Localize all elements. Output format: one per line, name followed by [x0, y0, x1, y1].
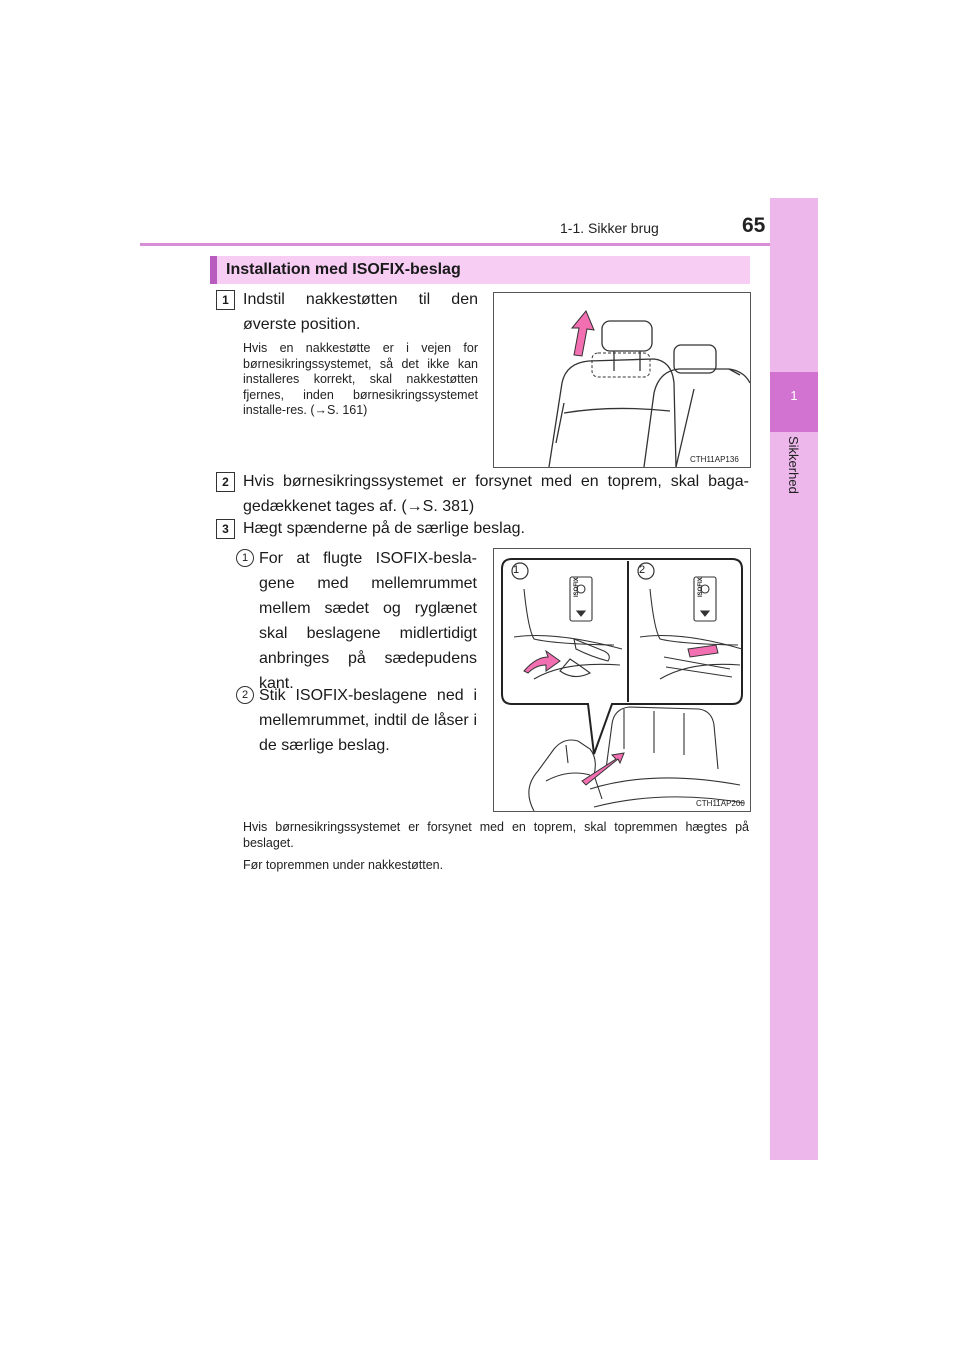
- step-1-number: 1: [216, 290, 235, 310]
- step-1-note: Hvis en nakkestøtte er i vejen for børnesikringssystemet, så det ikke kan installeres korrekt, skal nakkestøtten fjernes, inden børnesikringssystemet installe-res. (→S. 161): [243, 341, 478, 417]
- substep-1-number: 1: [236, 549, 254, 567]
- substep-2-number: 2: [236, 686, 254, 704]
- figure-headrest: [493, 292, 751, 468]
- footnote-2: Før topremmen under nakkestøtten.: [243, 858, 444, 872]
- figure-1-code: CTH11AP136: [690, 455, 739, 464]
- chapter-side-tab: [770, 198, 818, 1160]
- isofix-badge-right: ISOFIX: [698, 577, 704, 597]
- isofix-illustration: [494, 549, 750, 811]
- figure-label-2: 2: [638, 564, 646, 576]
- step-3-text: Hægt spænderne på de særlige beslag.: [243, 520, 525, 537]
- step-3-number: 3: [216, 519, 235, 539]
- figure-label-1: 1: [512, 564, 520, 576]
- chapter-label: Sikkerhed: [786, 436, 801, 494]
- step-2-text: Hvis børnesikringssystemet er forsynet med en toprem, skal baga-gedækkenet tages af. (→S. 381): [243, 473, 749, 515]
- figure-2-code: CTH11AP200: [696, 799, 745, 808]
- headrest-illustration: [494, 293, 750, 467]
- step-1-text: Indstil nakkestøtten til den øverste position.: [243, 291, 478, 333]
- section-title: Installation med ISOFIX-beslag: [226, 261, 461, 278]
- page-number: 65: [742, 214, 766, 237]
- running-header-section: 1-1. Sikker brug: [560, 220, 659, 236]
- substep-1-text: For at flugte ISOFIX-besla-gene med mellemrummet mellem sædet og ryglænet skal beslagene midlertidigt anbringes på sædepudens kant.: [259, 550, 477, 692]
- section-heading-accent: [210, 256, 217, 284]
- chapter-number: 1: [790, 388, 798, 403]
- isofix-badge-left: ISOFIX: [574, 577, 580, 597]
- figure-isofix: [493, 548, 751, 812]
- step-2-number: 2: [216, 472, 235, 492]
- chapter-label-wrapper: [784, 436, 804, 536]
- footnote-1: Hvis børnesikringssystemet er forsynet med en toprem, skal topremmen hægtes på beslaget.: [243, 820, 749, 850]
- header-rule: [140, 243, 818, 246]
- substep-2-text: Stik ISOFIX-beslagene ned i mellemrummet, indtil de låser i de særlige beslag.: [259, 687, 477, 754]
